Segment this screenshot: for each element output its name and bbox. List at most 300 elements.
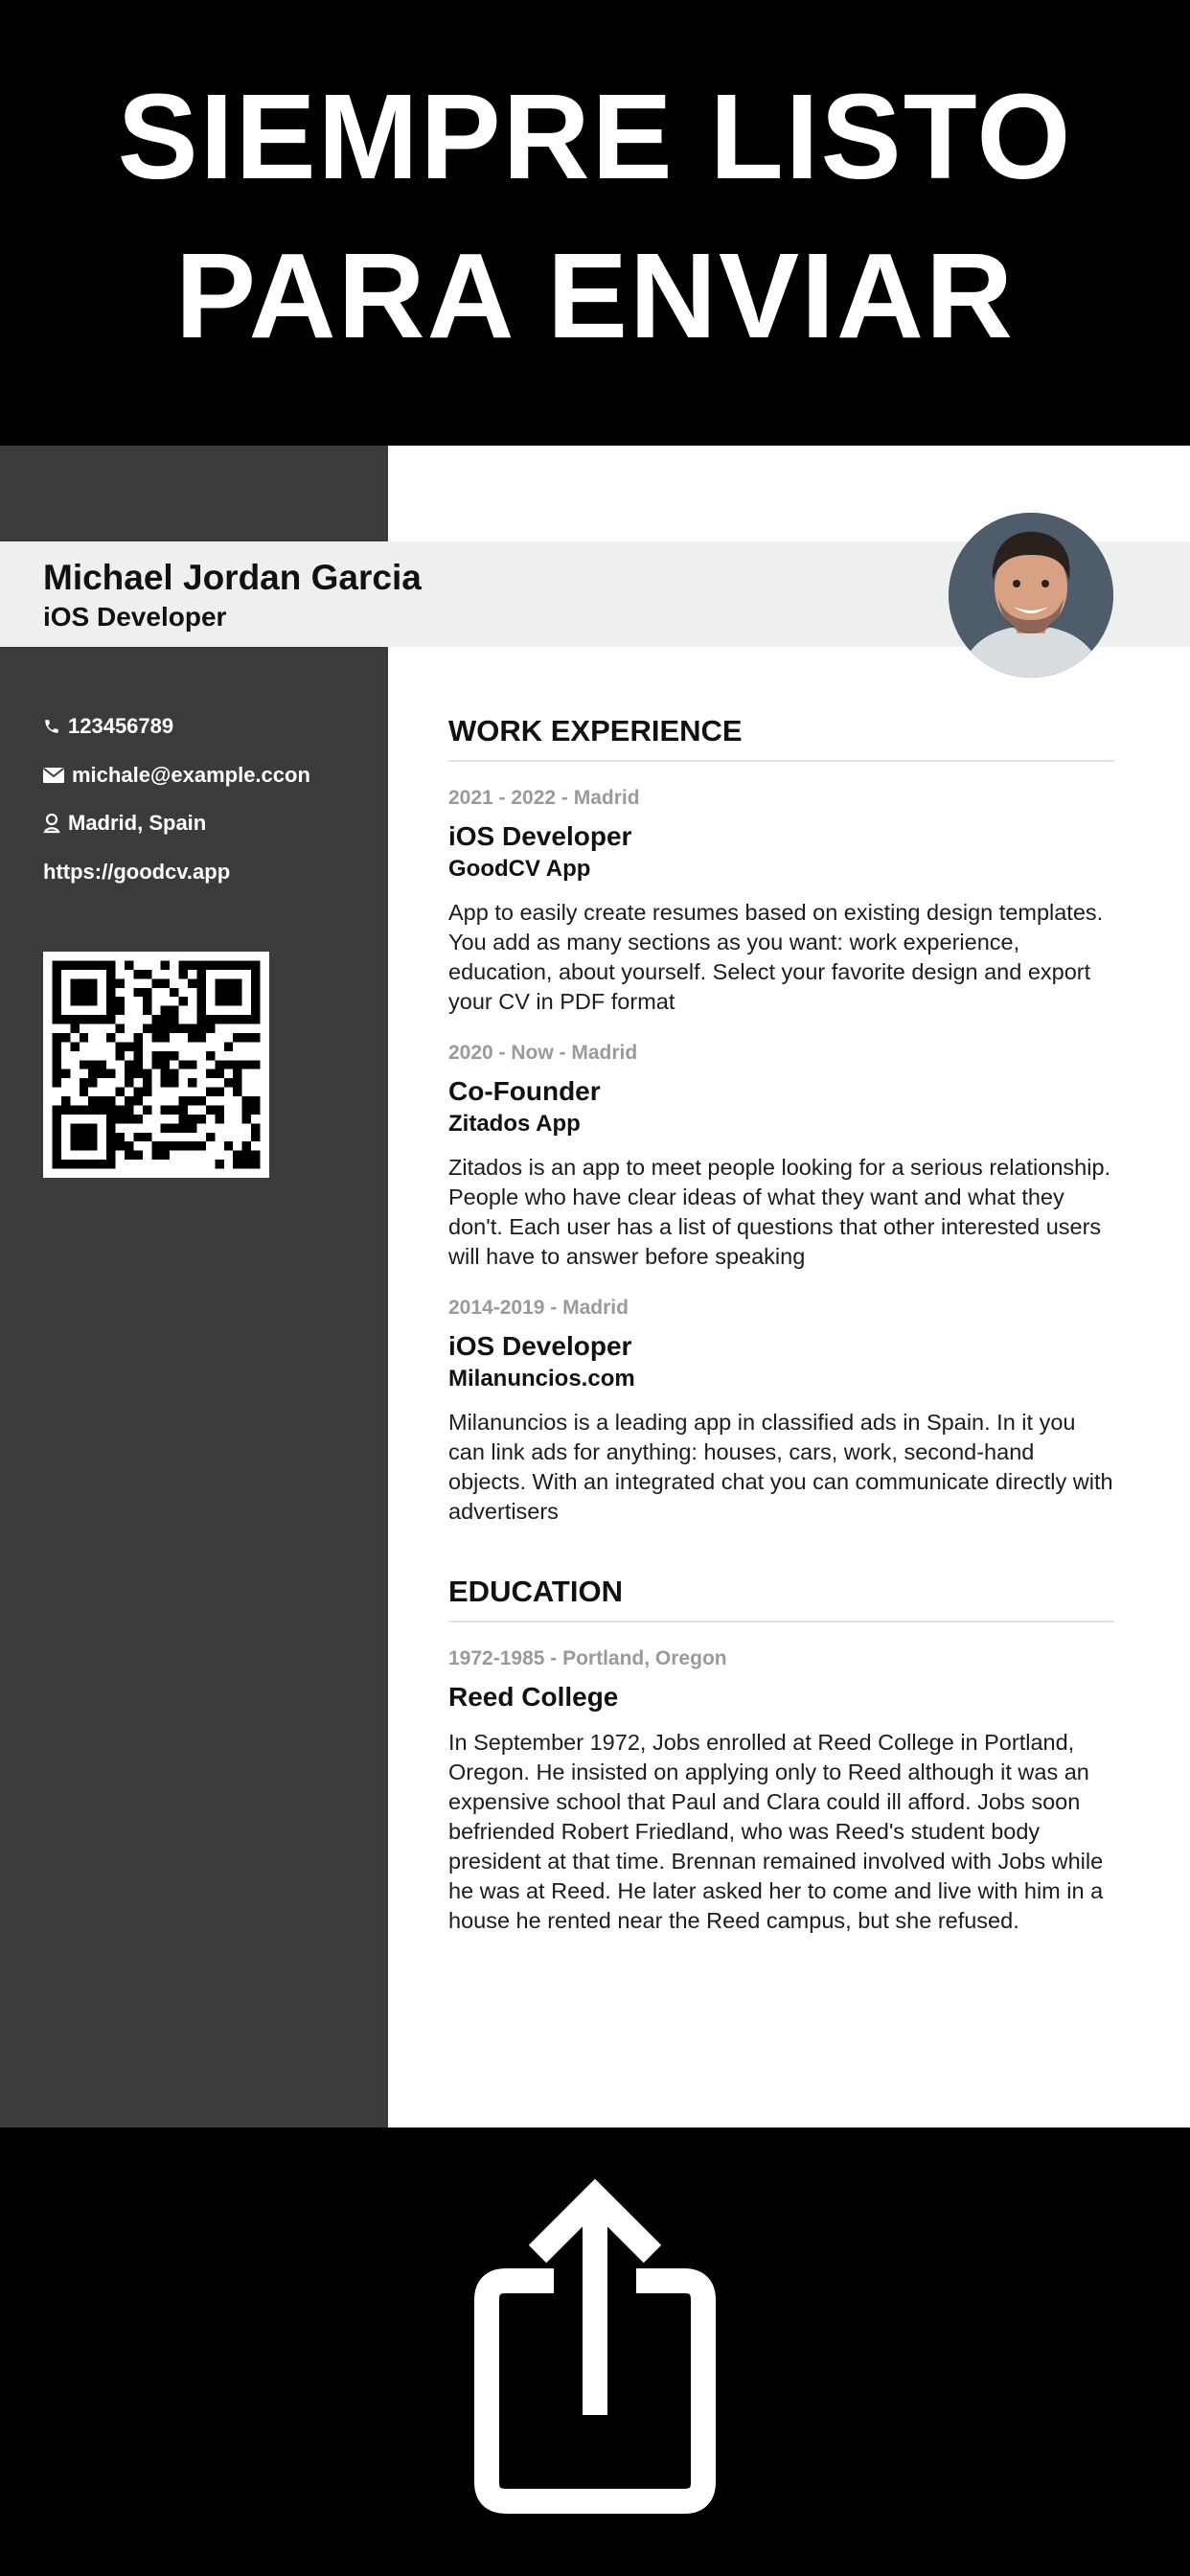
contact-location-text: Madrid, Spain <box>68 811 207 835</box>
qr-module <box>251 1105 260 1114</box>
qr-module <box>88 1060 97 1069</box>
qr-module <box>233 1160 241 1168</box>
cv-sidebar <box>0 446 388 2128</box>
main-column <box>448 714 1114 1936</box>
qr-module <box>116 1115 125 1123</box>
qr-module <box>143 1078 151 1087</box>
work-entry-meta: 2014-2019 - Madrid <box>448 1297 629 1319</box>
qr-module <box>125 1042 133 1050</box>
qr-module <box>179 1024 188 1033</box>
qr-module <box>242 1060 251 1069</box>
qr-module <box>170 1006 178 1015</box>
qr-module <box>170 1105 178 1114</box>
qr-module <box>196 1033 205 1042</box>
work-entry-meta: 2021 - 2022 - Madrid <box>448 787 640 809</box>
qr-module <box>143 1088 151 1096</box>
qr-module <box>116 1141 125 1150</box>
qr-module <box>196 1115 205 1123</box>
qr-module <box>206 1070 215 1078</box>
qr-module <box>52 1033 60 1042</box>
qr-module <box>116 1133 125 1141</box>
qr-module <box>116 997 125 1005</box>
qr-module <box>224 1015 233 1024</box>
qr-module <box>251 1060 260 1069</box>
work-entry <box>448 1042 1114 1272</box>
qr-module <box>88 1015 97 1024</box>
qr-module <box>106 1123 115 1132</box>
qr-module <box>143 1006 151 1015</box>
qr-module <box>196 988 205 997</box>
qr-module <box>80 1088 88 1096</box>
qr-module <box>52 970 60 978</box>
qr-module <box>116 1088 125 1096</box>
qr-module <box>88 997 97 1005</box>
qr-module <box>224 1141 233 1150</box>
qr-module <box>215 1160 223 1168</box>
qr-module <box>52 997 60 1005</box>
qr-module <box>196 978 205 987</box>
qr-module <box>125 1096 133 1105</box>
qr-module <box>116 1051 125 1060</box>
qr-module <box>161 1051 170 1060</box>
work-entry <box>448 1297 1114 1527</box>
qr-module <box>206 1024 215 1033</box>
qr-module <box>206 960 215 969</box>
qr-module <box>151 1015 160 1024</box>
qr-module <box>70 1015 79 1024</box>
qr-module <box>52 1105 60 1114</box>
qr-module <box>251 1096 260 1105</box>
qr-module <box>133 1060 142 1069</box>
education-entry-description: In September 1972, Jobs enrolled at Reed College in Portland, Oregon. He insisted on applying only to Reed although it was an expensive school that Paul and Clara could ill afford. Jobs soon befriended Robert Friedland, who was Reed's student body president at that time. Brennan remained involved with Jobs while he was at Reed. He later asked her to come and live with him in a house he rented near the Reed campus, but she refused. <box>448 1730 1104 1933</box>
contact-phone-text: 123456789 <box>68 714 174 738</box>
qr-module <box>170 1078 178 1087</box>
qr-module <box>106 1115 115 1123</box>
qr-module <box>133 1033 142 1042</box>
qr-module <box>251 978 260 987</box>
qr-module <box>224 988 233 997</box>
qr-module <box>224 997 233 1005</box>
qr-module <box>125 960 133 969</box>
qr-module <box>106 988 115 997</box>
work-entry-meta: 2020 - Now - Madrid <box>448 1042 638 1064</box>
contact-phone[interactable] <box>43 714 173 739</box>
qr-module <box>161 1078 170 1087</box>
qr-module <box>215 1070 223 1078</box>
qr-module <box>70 960 79 969</box>
qr-module <box>133 1133 142 1141</box>
work-entry-description: Milanuncios is a leading app in classified ads in Spain. In it you can link ads for anything: houses, cars, work, second-hand objects. With an integrated chat you can communicate directly with advertisers <box>448 1410 1113 1524</box>
qr-module <box>143 1024 151 1033</box>
qr-module <box>196 1015 205 1024</box>
qr-module <box>106 1070 115 1078</box>
qr-module <box>161 1141 170 1150</box>
qr-module <box>251 960 260 969</box>
qr-module <box>196 1024 205 1033</box>
qr-module <box>170 1024 178 1033</box>
education-entry <box>448 1647 1114 1936</box>
work-entry <box>448 787 1114 1017</box>
qr-module <box>70 1024 79 1033</box>
qr-module <box>206 1088 215 1096</box>
qr-module <box>80 1105 88 1114</box>
qr-module <box>215 1088 223 1096</box>
qr-module <box>106 960 115 969</box>
qr-module <box>98 1070 106 1078</box>
qr-module <box>106 1105 115 1114</box>
qr-module <box>170 1051 178 1060</box>
qr-module <box>52 1141 60 1150</box>
qr-module <box>179 997 188 1005</box>
qr-module <box>179 1141 188 1150</box>
qr-module <box>133 1151 142 1160</box>
qr-module <box>215 988 223 997</box>
qr-module <box>52 988 60 997</box>
qr-module <box>52 1123 60 1132</box>
qr-module <box>133 1042 142 1050</box>
qr-module <box>52 1060 60 1069</box>
qr-module <box>80 1123 88 1132</box>
qr-module <box>116 1105 125 1114</box>
qr-module <box>179 1105 188 1114</box>
qr-module <box>188 1096 196 1105</box>
qr-module <box>88 1123 97 1132</box>
avatar <box>949 513 1113 678</box>
qr-module <box>224 978 233 987</box>
work-entry-title: Co-Founder <box>448 1076 601 1106</box>
qr-module <box>125 1151 133 1160</box>
contact-location <box>43 811 206 836</box>
qr-module <box>251 997 260 1005</box>
qr-module <box>52 1133 60 1141</box>
headline-line-2: PARA ENVIAR <box>174 228 1016 363</box>
qr-module <box>251 988 260 997</box>
qr-module <box>179 1096 188 1105</box>
qr-module <box>52 1070 60 1078</box>
qr-module <box>133 970 142 978</box>
qr-module <box>251 1133 260 1141</box>
qr-module <box>161 1006 170 1015</box>
qr-module <box>196 970 205 978</box>
qr-module <box>170 1015 178 1024</box>
qr-module <box>106 970 115 978</box>
qr-module <box>80 1141 88 1150</box>
qr-code <box>43 952 269 1178</box>
qr-module <box>52 1151 60 1160</box>
qr-module <box>251 1151 260 1160</box>
qr-module <box>188 978 196 987</box>
qr-module <box>52 1042 60 1050</box>
qr-module <box>224 1060 233 1069</box>
qr-module <box>215 1015 223 1024</box>
qr-module <box>88 1105 97 1114</box>
qr-module <box>251 1160 260 1168</box>
qr-module <box>80 1033 88 1042</box>
qr-module <box>251 1123 260 1132</box>
qr-module <box>206 1015 215 1024</box>
qr-module <box>106 1015 115 1024</box>
qr-module <box>133 1070 142 1078</box>
qr-module <box>233 1015 241 1024</box>
education-entry-title: Reed College <box>448 1682 619 1712</box>
work-experience-heading: WORK EXPERIENCE <box>448 714 1114 762</box>
qr-module <box>133 988 142 997</box>
qr-module <box>80 1160 88 1168</box>
qr-module <box>251 1015 260 1024</box>
qr-module <box>88 1160 97 1168</box>
qr-module <box>188 1060 196 1069</box>
qr-module <box>88 1078 97 1087</box>
qr-module <box>61 1105 70 1114</box>
qr-module <box>233 1078 241 1087</box>
qr-module <box>161 1015 170 1024</box>
qr-module <box>80 988 88 997</box>
qr-module <box>106 1033 115 1042</box>
qr-module <box>188 1115 196 1123</box>
qr-module <box>170 1070 178 1078</box>
qr-module <box>196 997 205 1005</box>
qr-module <box>106 1133 115 1141</box>
qr-module <box>215 960 223 969</box>
contact-email[interactable] <box>43 763 310 788</box>
qr-module <box>161 1024 170 1033</box>
qr-module <box>143 1070 151 1078</box>
qr-module <box>206 1133 215 1141</box>
qr-module <box>88 960 97 969</box>
qr-module <box>161 1105 170 1114</box>
qr-module <box>206 1051 215 1060</box>
qr-module <box>151 1151 160 1160</box>
qr-module <box>224 1078 233 1087</box>
qr-module <box>52 978 60 987</box>
qr-module <box>80 997 88 1005</box>
location-pin-icon <box>43 813 60 834</box>
qr-module <box>70 1133 79 1141</box>
qr-module <box>106 1096 115 1105</box>
qr-module <box>80 978 88 987</box>
qr-module <box>179 1060 188 1069</box>
qr-module <box>70 978 79 987</box>
qr-module <box>151 1024 160 1033</box>
qr-module <box>106 1160 115 1168</box>
qr-module <box>188 1078 196 1087</box>
qr-module <box>70 997 79 1005</box>
qr-module <box>88 1141 97 1150</box>
qr-module <box>70 1105 79 1114</box>
qr-module <box>116 1006 125 1015</box>
qr-module <box>251 1006 260 1015</box>
qr-module <box>125 1115 133 1123</box>
qr-module <box>170 988 178 997</box>
qr-module <box>242 1141 251 1150</box>
cv-preview <box>0 446 1190 2128</box>
qr-module <box>52 1006 60 1015</box>
qr-module <box>196 1141 205 1150</box>
education-heading: EDUCATION <box>448 1575 1114 1622</box>
qr-module <box>80 1060 88 1069</box>
qr-module <box>170 1123 178 1132</box>
qr-module <box>133 1096 142 1105</box>
qr-module <box>133 1088 142 1096</box>
headline-line-1: SIEMPRE LISTO <box>117 69 1073 204</box>
qr-module <box>233 1151 241 1160</box>
qr-module <box>161 1033 170 1042</box>
qr-module <box>52 960 60 969</box>
qr-module <box>242 1160 251 1168</box>
work-entry-company: Zitados App <box>448 1111 581 1137</box>
qr-module <box>161 1070 170 1078</box>
profile-role: iOS Developer <box>43 602 227 632</box>
qr-module <box>125 1105 133 1114</box>
qr-module <box>116 1024 125 1033</box>
qr-module <box>52 1115 60 1123</box>
qr-module <box>242 960 251 969</box>
qr-module <box>233 978 241 987</box>
qr-module <box>52 1051 60 1060</box>
qr-module <box>179 960 188 969</box>
share-button[interactable] <box>468 2175 722 2520</box>
qr-module <box>242 1115 251 1123</box>
qr-module <box>61 1015 70 1024</box>
qr-module <box>151 1060 160 1069</box>
qr-module <box>98 960 106 969</box>
qr-module <box>179 1123 188 1132</box>
qr-module <box>242 1033 251 1042</box>
qr-module <box>106 1006 115 1015</box>
qr-module <box>196 960 205 969</box>
qr-module <box>88 1096 97 1105</box>
qr-module <box>125 1070 133 1078</box>
qr-module <box>161 978 170 987</box>
qr-module <box>125 1060 133 1069</box>
qr-module <box>143 997 151 1005</box>
qr-code-image <box>43 952 269 1178</box>
qr-module <box>188 1141 196 1150</box>
qr-module <box>161 960 170 969</box>
qr-module <box>179 1115 188 1123</box>
qr-module <box>151 1033 160 1042</box>
work-entry-title: iOS Developer <box>448 1331 632 1361</box>
qr-module <box>196 1006 205 1015</box>
qr-module <box>70 1042 79 1050</box>
qr-module <box>161 1151 170 1160</box>
qr-module <box>61 1160 70 1168</box>
qr-module <box>125 1078 133 1087</box>
qr-module <box>88 1070 97 1078</box>
qr-module <box>61 1070 70 1078</box>
qr-module <box>143 1105 151 1114</box>
qr-module <box>170 1141 178 1150</box>
qr-module <box>80 1078 88 1087</box>
qr-module <box>52 1015 60 1024</box>
work-entry-company: GoodCV App <box>448 856 591 882</box>
qr-module <box>242 1105 251 1114</box>
qr-module <box>251 1033 260 1042</box>
qr-module <box>70 1141 79 1150</box>
qr-module <box>143 988 151 997</box>
qr-module <box>188 1024 196 1033</box>
qr-module <box>196 1096 205 1105</box>
qr-module <box>233 1070 241 1078</box>
qr-module <box>151 978 160 987</box>
share-icon <box>468 2175 722 2520</box>
work-entry-company: Milanuncios.com <box>448 1366 635 1392</box>
qr-module <box>233 1060 241 1069</box>
qr-module <box>80 1133 88 1141</box>
qr-module <box>206 1105 215 1114</box>
qr-module <box>106 978 115 987</box>
qr-module <box>143 1133 151 1141</box>
qr-module <box>161 1123 170 1132</box>
qr-module <box>151 1051 160 1060</box>
qr-module <box>161 1060 170 1069</box>
qr-module <box>70 1160 79 1168</box>
contact-email-text: michale@example.ccon <box>72 763 310 787</box>
qr-module <box>242 1096 251 1105</box>
education-entry-meta: 1972-1985 - Portland, Oregon <box>448 1647 727 1669</box>
qr-module <box>133 1115 142 1123</box>
qr-module <box>116 978 125 987</box>
contact-website[interactable] <box>43 860 230 885</box>
qr-module <box>98 1015 106 1024</box>
qr-module <box>98 1160 106 1168</box>
work-entry-title: iOS Developer <box>448 821 632 851</box>
qr-module <box>224 960 233 969</box>
qr-module <box>215 1105 223 1114</box>
headline <box>0 58 1190 376</box>
qr-module <box>143 970 151 978</box>
qr-module <box>233 960 241 969</box>
qr-module <box>80 960 88 969</box>
qr-module <box>188 1123 196 1132</box>
qr-module <box>88 1133 97 1141</box>
qr-module <box>98 1096 106 1105</box>
contact-website-text: https://goodcv.app <box>43 860 231 884</box>
qr-module <box>98 1105 106 1114</box>
qr-module <box>52 1160 60 1168</box>
qr-module <box>116 1042 125 1050</box>
qr-module <box>215 1060 223 1069</box>
avatar-image <box>949 513 1113 678</box>
work-entry-description: Zitados is an app to meet people looking for a serious relationship. People who have clear ideas of what they want and what they don't. Each user has a list of questions that other interested users will have to answer before speaking <box>448 1155 1111 1269</box>
qr-module <box>215 997 223 1005</box>
qr-module <box>106 1141 115 1150</box>
qr-module <box>106 997 115 1005</box>
qr-module <box>61 1096 70 1105</box>
qr-module <box>61 960 70 969</box>
qr-module <box>233 988 241 997</box>
qr-module <box>233 1033 241 1042</box>
qr-module <box>188 1033 196 1042</box>
qr-module <box>215 1115 223 1123</box>
qr-module <box>233 1088 241 1096</box>
qr-module <box>70 1123 79 1132</box>
qr-module <box>233 997 241 1005</box>
qr-module <box>215 978 223 987</box>
qr-module <box>70 988 79 997</box>
qr-module <box>61 1033 70 1042</box>
qr-module <box>88 988 97 997</box>
qr-module <box>242 1151 251 1160</box>
qr-module <box>106 1151 115 1160</box>
qr-module <box>188 960 196 969</box>
qr-module <box>88 978 97 987</box>
qr-module <box>52 1078 60 1087</box>
qr-module <box>151 1141 160 1150</box>
qr-module <box>80 1015 88 1024</box>
qr-module <box>133 1051 142 1060</box>
qr-module <box>251 970 260 978</box>
